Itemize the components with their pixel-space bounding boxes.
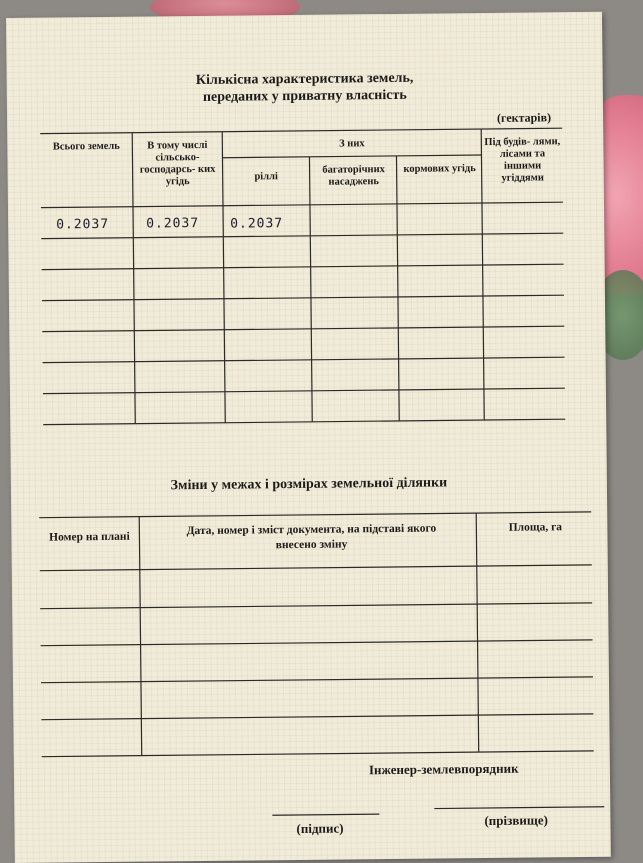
header-buildings: Під будів- лями, лісами та іншими угіддями — [484, 136, 561, 184]
table1-header-bottom — [41, 202, 563, 207]
header-arable: ріллі — [254, 171, 278, 183]
header-agri: В тому числі сільсько- господарсь- ких угідь — [139, 139, 216, 188]
header-perennial: багаторічних насаджень — [322, 164, 385, 188]
title-line-2: переданих у приватну власність — [202, 87, 407, 105]
signature-label: (підпис) — [296, 820, 344, 837]
table1-row-line — [43, 388, 565, 393]
table2-header-bottom — [40, 565, 592, 571]
table1-top-border — [40, 128, 562, 133]
table1-subheader-line — [222, 155, 481, 158]
table2-top-border — [39, 512, 591, 518]
table2-row-line — [41, 640, 593, 646]
table2-row-line — [41, 677, 593, 683]
header-plan-number: Номер на плані — [49, 530, 130, 544]
header-document: Дата, номер і зміст документа, на підставі якого внесено зміну — [186, 522, 437, 552]
table1-bottom-border — [43, 419, 565, 424]
table2-bottom-border — [42, 751, 594, 757]
value-arable: 0.2037 — [230, 216, 284, 232]
title-line-1: Кількісна характеристика земель, — [195, 70, 414, 89]
table1-row-line — [43, 357, 565, 362]
table1-col-divider — [396, 156, 399, 421]
table2-col-divider — [139, 517, 142, 756]
table1-row-line — [41, 233, 563, 238]
table2-row-line — [41, 714, 593, 720]
table1-row-line — [42, 326, 564, 331]
surname-label: (прізвище) — [484, 812, 548, 829]
table1-row-line — [42, 264, 564, 269]
engineer-role: Інженер-землевпорядник — [368, 760, 519, 778]
header-of-them: З них — [339, 138, 365, 150]
header-area: Площа, га — [508, 521, 563, 534]
table1-row-line — [42, 295, 564, 300]
header-total: Всього земель — [52, 140, 120, 153]
table1-col-divider — [309, 157, 312, 422]
header-forage: кормових угідь — [403, 163, 476, 175]
section-title: Зміни у межах і розмірах земельної ділянки — [170, 475, 448, 494]
table2-row-line — [40, 603, 592, 609]
value-total: 0.2037 — [56, 216, 110, 233]
signature-line — [272, 814, 379, 815]
unit-label: (гектарів) — [496, 110, 552, 125]
surname-line — [434, 807, 604, 809]
document-page — [6, 12, 611, 863]
value-agri: 0.2037 — [146, 215, 200, 232]
table2-col-divider — [476, 513, 479, 752]
